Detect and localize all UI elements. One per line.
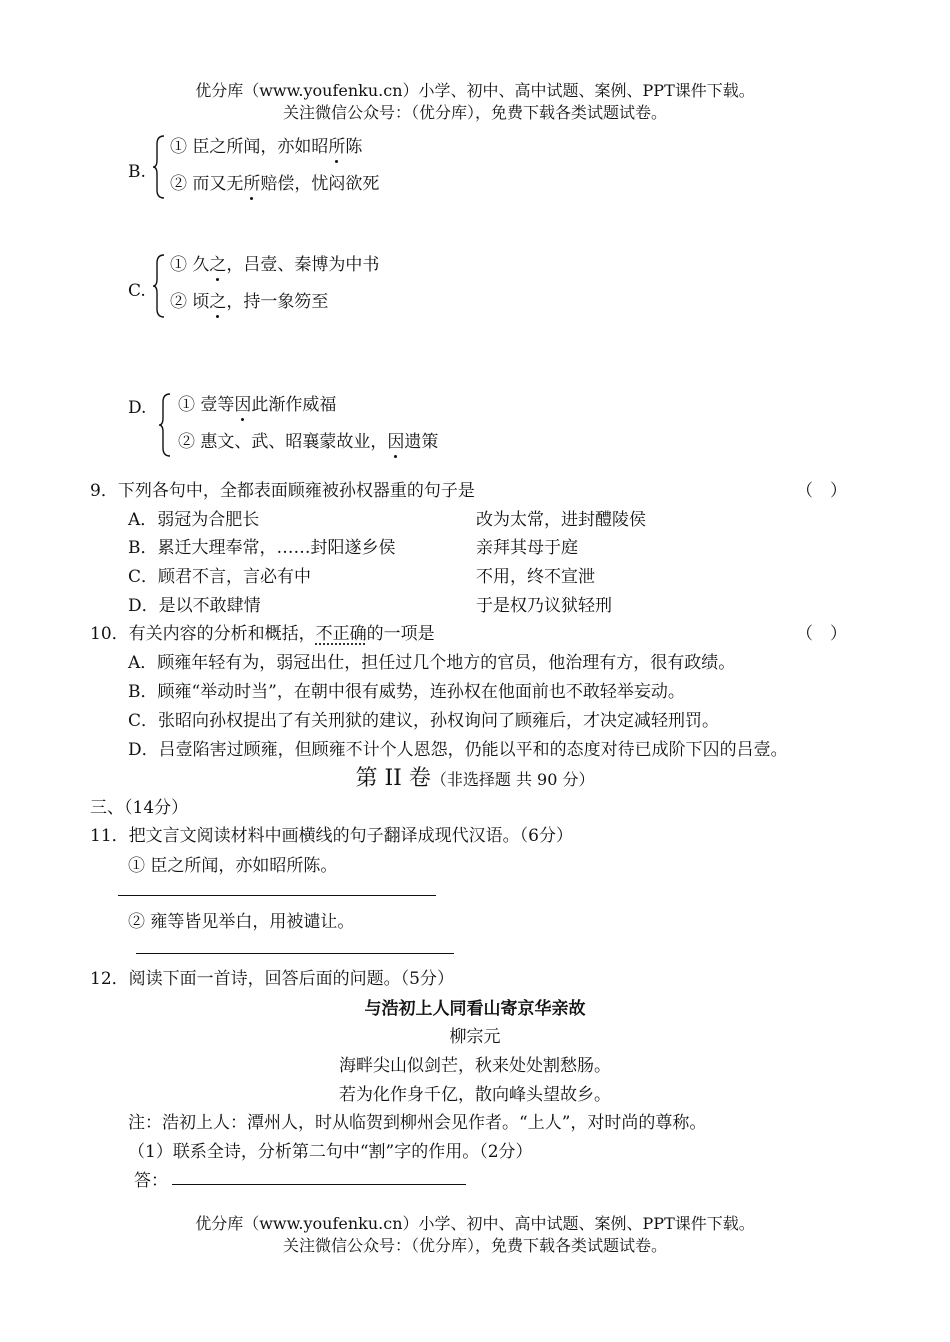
choice-left: D．是以不敢肆情 xyxy=(128,596,261,616)
answer-paren: （ ） xyxy=(796,624,847,644)
answer-line[interactable] xyxy=(172,1184,466,1185)
option-letter: B. xyxy=(128,162,146,182)
brace-icon xyxy=(158,392,172,458)
choice-right: 不用，终不宣泄 xyxy=(476,567,595,587)
emphasis-dot: 之 xyxy=(209,287,226,312)
emphasis-dot: 因 xyxy=(387,427,404,452)
answer-paren: （ ） xyxy=(796,481,847,501)
choice-right: 于是权乃议狱轻刑 xyxy=(476,596,612,616)
poem-author: 柳宗元 xyxy=(449,1027,501,1047)
sentence-2: ② 雍等皆见举白，用被谴让。 xyxy=(128,912,355,932)
brace-icon xyxy=(152,134,166,200)
emphasis-dot: 不正确 xyxy=(315,624,367,644)
choice-left: B．累迁大理奉常，……封阳遂乡侯 xyxy=(128,538,396,558)
poem-title: 与浩初上人同看山寄京华亲故 xyxy=(364,999,586,1019)
sentence-1: ① 臣之所闻，亦如昭所陈。 xyxy=(128,856,338,876)
choice: C．张昭向孙权提出了有关刑狱的建议，孙权询问了顾雍后，才决定减轻刑罚。 xyxy=(128,711,720,731)
option-sentence-1: ① 壹等因此渐作威福 xyxy=(178,390,336,415)
brace-icon xyxy=(152,253,166,319)
option-sentence-1: ① 久之，吕壹、秦博为中书 xyxy=(170,250,379,275)
choice-left: A．弱冠为合肥长 xyxy=(128,510,260,530)
answer-line[interactable] xyxy=(136,953,454,954)
emphasis-dot: 因 xyxy=(234,390,251,415)
choice-left: C．顾君不言，言必有中 xyxy=(128,567,312,587)
emphasis-dot: 之 xyxy=(209,250,226,275)
footer-line-1: 优分库（www.youfenku.cn）小学、初中、高中试题、案例、PPT课件下载。 xyxy=(195,1214,755,1233)
poem-note: 注：浩初上人：潭州人，时从临贺到柳州会见作者。“上人”，对时尚的尊称。 xyxy=(128,1113,707,1133)
part-two-title: 第 II 卷（非选择题 共 90 分） xyxy=(355,766,595,791)
footer-line-2: 关注微信公众号：（优分库），免费下载各类试题试卷。 xyxy=(282,1236,667,1255)
header-line-1: 优分库（www.youfenku.cn）小学、初中、高中试题、案例、PPT课件下载。 xyxy=(195,81,755,100)
sub-question-1: （1）联系全诗，分析第二句中“割”字的作用。（2分） xyxy=(128,1142,533,1162)
answer-line[interactable] xyxy=(118,895,436,896)
poem-line-1: 海畔尖山似剑芒，秋来处处割愁肠。 xyxy=(339,1056,611,1076)
choice-right: 亲拜其母于庭 xyxy=(476,538,578,558)
option-letter: D. xyxy=(128,398,147,418)
poem-line-2: 若为化作身千亿，散向峰头望故乡。 xyxy=(339,1085,611,1105)
question-stem: 11．把文言文阅读材料中画横线的句子翻译成现代汉语。（6分） xyxy=(90,826,573,846)
option-sentence-2: ② 顷之，持一象笏至 xyxy=(170,287,328,312)
emphasis-dot: 所 xyxy=(243,169,260,194)
choice: B．顾雍“举动时当”，在朝中很有威势，连孙权在他面前也不敢轻举妄动。 xyxy=(128,682,685,702)
section-three-heading: 三、（14分） xyxy=(90,798,189,818)
option-sentence-2: ② 而又无所赔偿，忧闷欲死 xyxy=(170,169,379,194)
option-sentence-2: ② 惠文、武、昭襄蒙故业，因遗策 xyxy=(178,427,438,452)
choice: A．顾雍年轻有为，弱冠出仕，担任过几个地方的官员，他治理有方，很有政绩。 xyxy=(128,653,736,673)
emphasis-dot: 所 xyxy=(328,132,345,157)
question-stem: 12．阅读下面一首诗，回答后面的问题。（5分） xyxy=(90,969,454,989)
choice: D．吕壹陷害过顾雍，但顾雍不计个人恩怨，仍能以平和的态度对待已成阶下囚的吕壹。 xyxy=(128,740,788,760)
choice-right: 改为太常，进封醴陵侯 xyxy=(476,510,646,530)
option-sentence-1: ① 臣之所闻，亦如昭所陈 xyxy=(170,132,362,157)
question-stem: 10．有关内容的分析和概括，不正确的一项是 xyxy=(90,624,435,644)
option-letter: C. xyxy=(128,281,146,301)
header-line-2: 关注微信公众号：（优分库），免费下载各类试题试卷。 xyxy=(282,103,667,122)
answer-label: 答： xyxy=(134,1171,168,1191)
question-stem: 9．下列各句中，全都表面顾雍被孙权器重的句子是 xyxy=(90,481,475,501)
